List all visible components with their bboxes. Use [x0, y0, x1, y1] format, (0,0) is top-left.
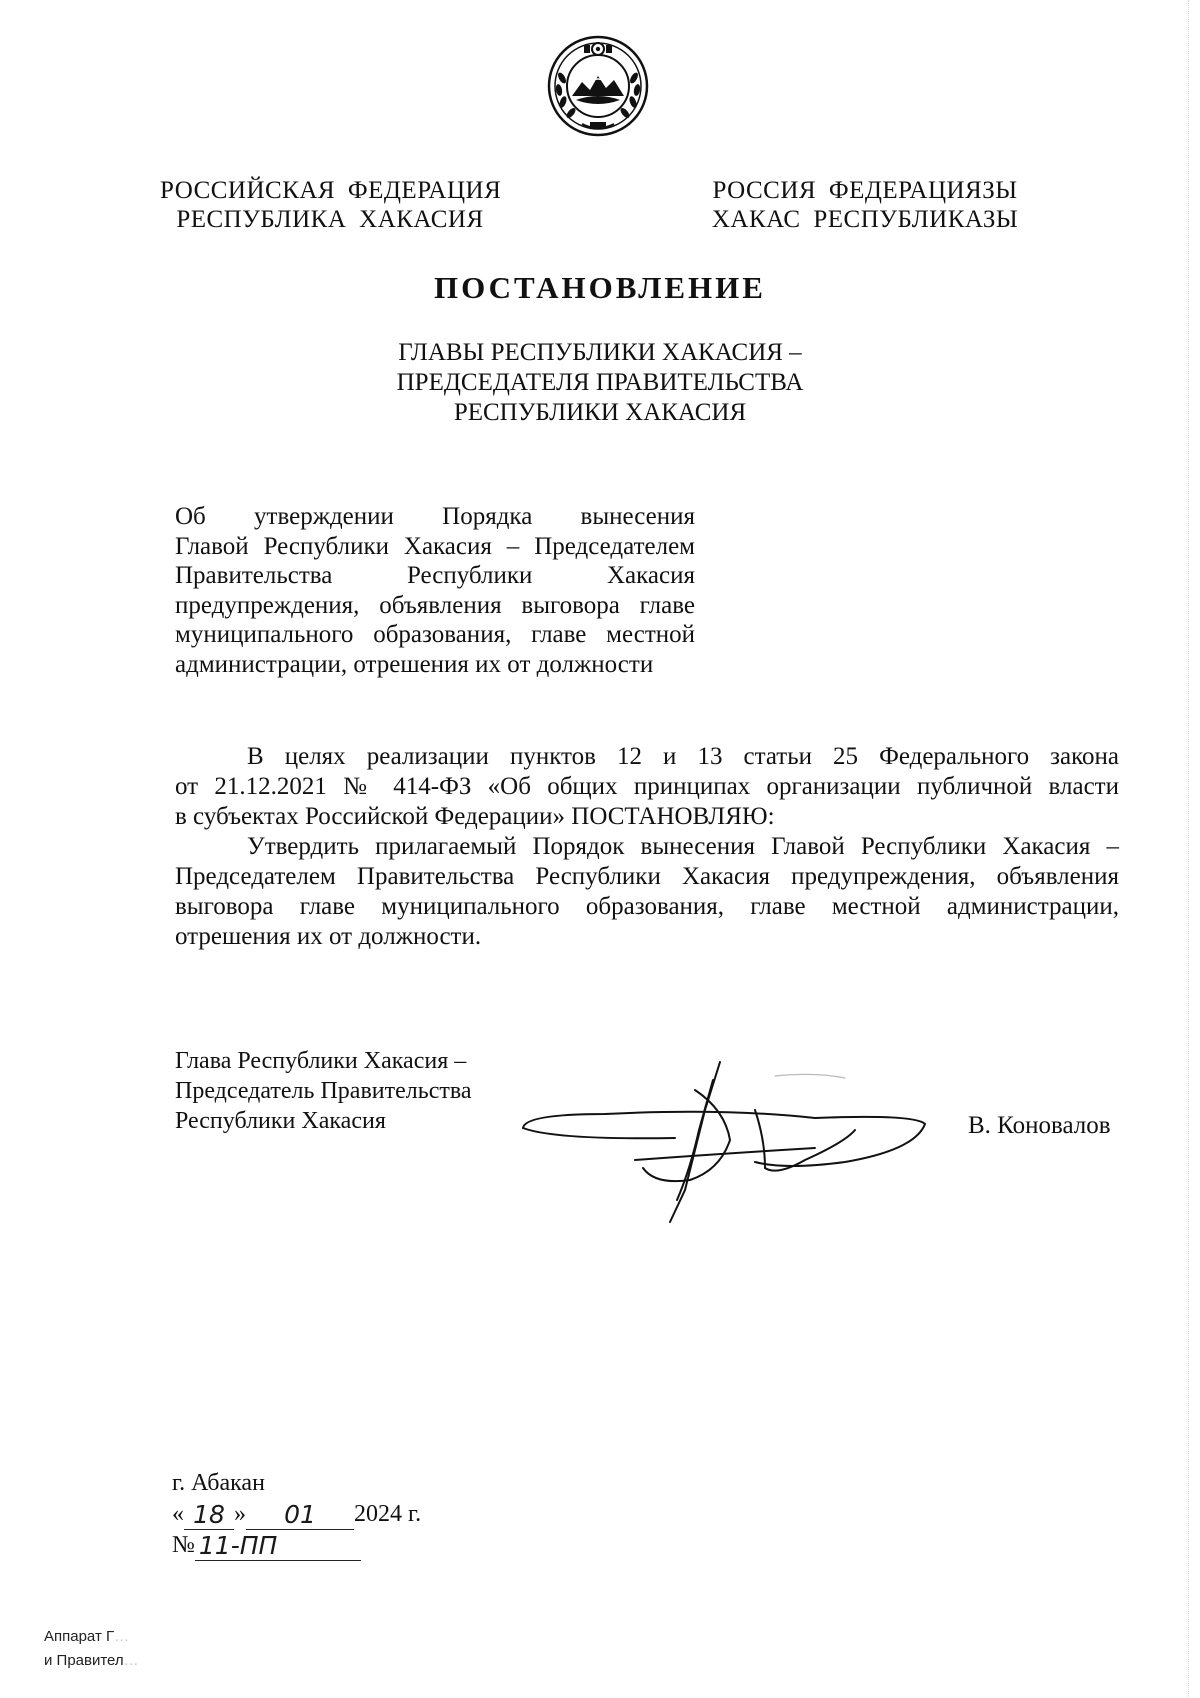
date-month: 01 — [284, 1500, 316, 1529]
date-line — [172, 1499, 421, 1530]
header-right-line2: ХАКАС РЕСПУБЛИКАЗЫ — [711, 206, 1019, 233]
subtitle-line2: ПРЕДСЕДАТЕЛЯ ПРАВИТЕЛЬСТВА — [396, 369, 804, 396]
body-line: В целях реализации пунктов 12 и 13 статьи 25 Федерального закона — [247, 743, 1119, 770]
date-month-underline — [246, 1501, 354, 1530]
body-line: выговора главе муниципального образования, главе местной администрации, — [175, 893, 1119, 920]
signatory-name: В. Коновалов — [968, 1112, 1111, 1139]
subtitle-line1: ГЛАВЫ РЕСПУБЛИКИ ХАКАСИЯ – — [398, 339, 802, 366]
signatory-position — [175, 1046, 472, 1136]
subject-line: Правительства Республики Хакасия — [175, 562, 695, 589]
body-line: от 21.12.2021 № 414-ФЗ «Об общих принципах организации публичной власти — [175, 773, 1119, 800]
subject-line: администрации, отрешения их от должности — [175, 650, 654, 678]
coat-of-arms-emblem — [546, 34, 650, 138]
document-subtitle — [0, 338, 1200, 428]
document-number: 11-ПП — [198, 1531, 278, 1560]
header-khakas — [700, 176, 1030, 234]
body-line: Утвердить прилагаемый Порядок вынесения Главой Республики Хакасия – — [247, 833, 1119, 860]
position-line3: Республики Хакасия — [175, 1108, 386, 1134]
subject-line: предупреждения, объявления выговора главе — [175, 591, 695, 619]
document-title: ПОСТАНОВЛЕНИЕ — [434, 270, 766, 305]
header-right-line1: РОССИЯ ФЕДЕРАЦИЯЗЫ — [712, 177, 1018, 204]
body-line: в субъектах Российской Федерации» ПОСТАНОВЛЯЮ: — [175, 803, 775, 830]
position-line2: Председатель Правительства — [175, 1078, 472, 1104]
header-left-line2: РЕСПУБЛИКА ХАКАСИЯ — [176, 206, 484, 233]
number-line — [172, 1530, 421, 1561]
date-close-quote: » — [234, 1501, 246, 1527]
document-body — [175, 742, 1119, 952]
date-year: 2024 г. — [354, 1501, 422, 1527]
scan-edge-noise — [1188, 0, 1191, 1698]
subject-line: муниципального образования, главе местной — [175, 621, 695, 648]
city-line: г. Абакан — [172, 1470, 265, 1496]
handwritten-signature — [515, 1050, 935, 1230]
body-line: отрешения их от должности. — [175, 923, 482, 950]
date-open-quote: « — [172, 1501, 184, 1527]
date-day-underline — [184, 1501, 234, 1530]
subtitle-line3: РЕСПУБЛИКИ ХАКАСИЯ — [453, 399, 747, 426]
document-subject — [175, 502, 695, 679]
header-left-line1: РОССИЙСКАЯ ФЕДЕРАЦИЯ — [160, 177, 502, 204]
stamp-line2: и Правител… — [44, 1652, 139, 1669]
position-line1: Глава Республики Хакасия – — [175, 1048, 467, 1074]
subject-line: Об утверждении Порядка вынесения — [175, 503, 695, 530]
number-prefix: № — [172, 1532, 195, 1558]
number-underline — [195, 1532, 361, 1561]
subject-line: Главой Республики Хакасия – Председателем — [175, 532, 695, 560]
document-place-date-number — [172, 1468, 421, 1561]
stamp-line1: Аппарат Г… — [44, 1628, 130, 1645]
body-line: Председателем Правительства Республики Хакасия предупреждения, объявления — [175, 863, 1119, 890]
registration-stamp — [44, 1625, 139, 1673]
header-russian — [160, 176, 500, 234]
date-day: 18 — [193, 1500, 225, 1529]
